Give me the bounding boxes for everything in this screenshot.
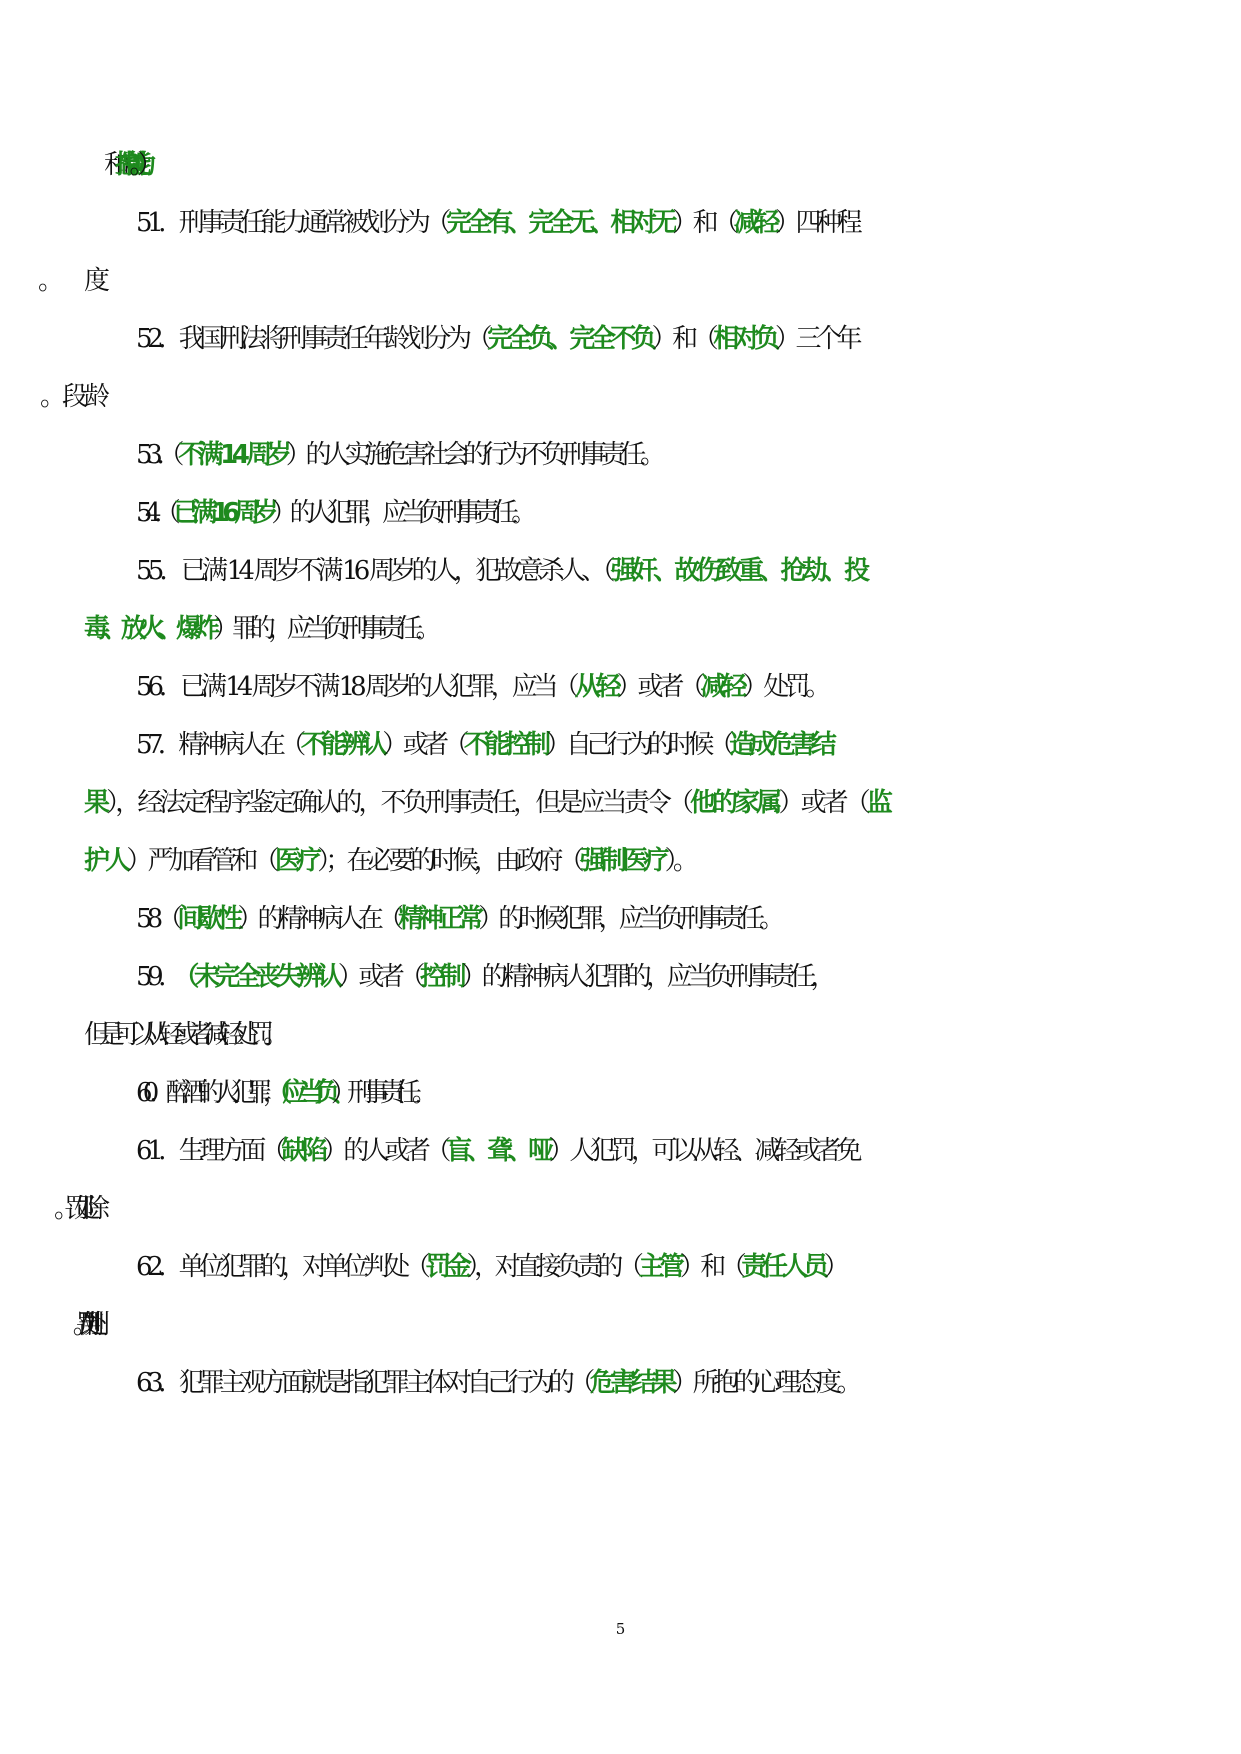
answer-keyword: 控制 [420, 962, 462, 992]
text-run: ）；在必要的时候，由政府（ [317, 846, 580, 876]
line [0, 265, 1241, 297]
answer-keyword: 完全负、完全不负 [487, 324, 652, 354]
line [0, 323, 1241, 355]
line [0, 961, 1241, 993]
answer-keyword: 精神正常 [397, 904, 479, 934]
text-run: ）或者（ [382, 730, 464, 760]
answer-keyword: 强制医疗 [579, 846, 665, 876]
line [0, 903, 1241, 935]
line [0, 1019, 1241, 1051]
text-run: ），对直接负责的（ [466, 1252, 639, 1282]
text-run: ）三个年 [774, 324, 858, 354]
text-run: ）和（ [672, 208, 734, 238]
answer-keyword: 控制能力 [115, 150, 138, 180]
text-run: ）刑事责任。 [330, 1078, 429, 1108]
line [0, 1135, 1241, 1167]
line [0, 613, 1241, 645]
answer-keyword: 护人 [84, 846, 127, 876]
answer-keyword: 强奸、故伤致重、抢劫、投 [610, 556, 866, 586]
text-run: 53.（ [136, 440, 179, 470]
line [0, 439, 1241, 471]
answer-keyword: 减轻 [733, 208, 775, 238]
text-run: ）的人犯罪，应当负刑事责任。 [271, 498, 530, 528]
text-run: ）处罚。 [742, 672, 827, 702]
answer-keyword: 完全有、完全无、相对无 [445, 208, 673, 238]
answer-keyword: 盲、聋、哑 [446, 1136, 549, 1166]
line [0, 381, 1241, 413]
answer-keyword: 医疗 [274, 846, 318, 876]
answer-keyword: 毒、放火、爆炸 [84, 614, 213, 644]
answer-keyword: 监 [866, 788, 890, 818]
line [0, 1193, 1241, 1225]
line [0, 729, 1241, 761]
line [0, 1367, 1241, 1399]
answer-keyword: 缺陷 [281, 1136, 323, 1166]
text-run: ） [823, 1252, 845, 1282]
answer-keyword: 造成危害结 [729, 730, 832, 760]
text-run: 51．刑事责任能力通常被划分为（ [136, 208, 446, 238]
line [0, 207, 1241, 239]
line [0, 1309, 1241, 1341]
answer-keyword: 果 [84, 788, 107, 818]
line [0, 1251, 1241, 1283]
answer-keyword: 相对负 [713, 324, 775, 354]
page-number: 5 [615, 1620, 626, 1638]
text-run: ）。 [664, 846, 695, 876]
text-run: 60．醉酒的人犯罪， [136, 1078, 280, 1108]
text-run: 但是可以从轻或者减轻处罚。 [84, 1020, 279, 1050]
answer-keyword: 主管 [638, 1252, 680, 1282]
text-run: 63．犯罪主观方面就是指犯罪主体对自己行为的（ [136, 1368, 590, 1398]
answer-keyword: 不能辨认 [300, 730, 383, 760]
answer-keyword: 不能控制 [463, 730, 546, 760]
text-run: ）的人或者（ [322, 1136, 446, 1166]
text-run: ）的精神病人犯罪的，应当负刑事责任， [461, 962, 832, 992]
text-run: 56．已满 14 周岁不满 18 周岁的人犯罪，应当（ [136, 672, 575, 702]
text-run: 58（ [136, 904, 178, 934]
text-run: 和（ [104, 150, 116, 180]
answer-keyword: 责任人员 [741, 1252, 824, 1282]
text-run: ）或者（ [616, 672, 701, 702]
text-run: ）和（ [651, 324, 714, 354]
text-run: ）或者（ [337, 962, 420, 992]
text-run: ）的人实施危害社会的行为不负刑事责任。 [285, 440, 660, 470]
answer-keyword: 罚金 [425, 1252, 467, 1282]
line [0, 497, 1241, 529]
answer-keyword: 不满 14 周岁 [178, 440, 286, 470]
text-run: ）的精神病人在（ [237, 904, 398, 934]
text-run: ）的时候犯罪，应当负刑事责任。 [478, 904, 780, 934]
answer-keyword: （未完全丧失辨认 [186, 962, 338, 992]
text-run: 52．我国刑法将刑事责任年龄划分为（ [136, 324, 488, 354]
answer-keyword: 间歇性 [177, 904, 238, 934]
text-run: 57．精神病人在（ [136, 730, 301, 760]
text-run: 61．生理方面（ [136, 1136, 282, 1166]
answer-keyword: （应当负 [279, 1078, 331, 1108]
answer-keyword: 危害结果 [589, 1368, 673, 1398]
text-run: ）和（ [679, 1252, 742, 1282]
line [0, 555, 1241, 587]
text-run: ）罪的，应当负刑事责任。 [212, 614, 435, 644]
line [0, 845, 1241, 877]
text-run: ），经法定程序鉴定确认的，不负刑事责任，但是应当责令（ [106, 788, 691, 818]
text-run: ）四种程 [774, 208, 858, 238]
answer-keyword: 减轻 [700, 672, 743, 702]
text-run: ）所抱的心理态度。 [672, 1368, 858, 1398]
text-run: 54.（ [136, 498, 174, 528]
line [0, 149, 1241, 181]
text-run: ）或者（ [778, 788, 867, 818]
answer-keyword: 从轻 [574, 672, 617, 702]
answer-keyword: 他的家属 [690, 788, 779, 818]
text-run: 62．单位犯罪的，对单位判处（ [136, 1252, 426, 1282]
text-run: 59． [136, 962, 187, 992]
line [0, 1077, 1241, 1109]
text-run: ）自己行为的时候（ [545, 730, 730, 760]
line [0, 671, 1241, 703]
line [0, 787, 1241, 819]
text-run: 55．已满 14 周岁不满 16 周岁的人，犯故意杀人、（ [136, 556, 611, 586]
text-run: ）人犯罚，可以从轻、减轻或者免 [548, 1136, 858, 1166]
answer-keyword: 已满 16 周岁 [173, 498, 272, 528]
text-run: ）严加看管和（ [126, 846, 275, 876]
